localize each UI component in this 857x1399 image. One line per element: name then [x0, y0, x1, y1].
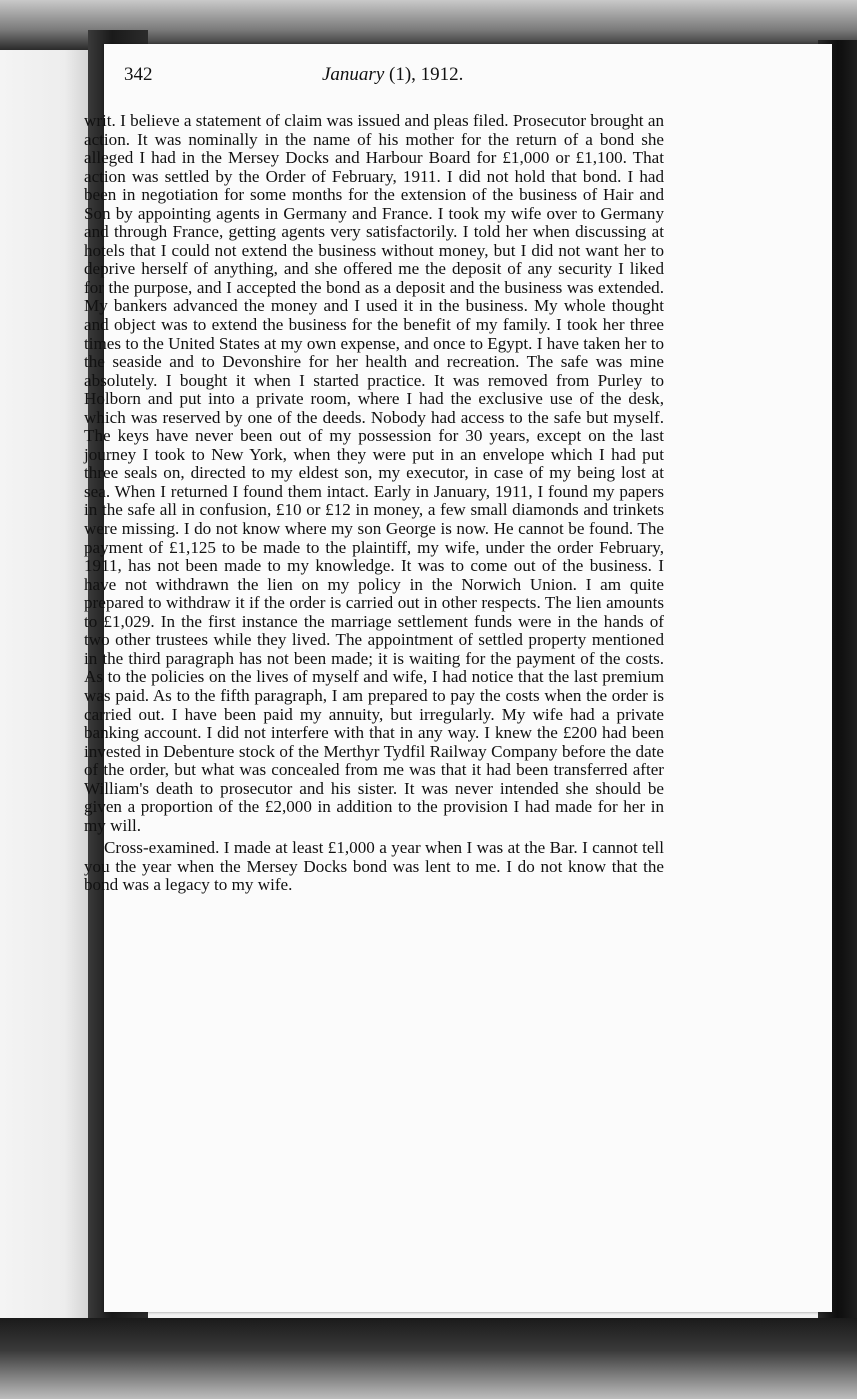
body-text	[84, 112, 664, 895]
scan-left-margin	[0, 0, 92, 1399]
running-title-rest: (1), 1912.	[384, 64, 464, 85]
scan-bottom-margin	[0, 1318, 857, 1399]
page-header	[124, 64, 664, 94]
page-number: 342	[124, 64, 153, 85]
paragraph-cross-examined: Cross-examined. I made at least £1,000 a year when I was at the Bar. I cannot tell you the year when the Mersey Docks bond was lent to me. I do not know that the bond was a legacy to my wife.	[84, 838, 664, 895]
running-title	[322, 64, 463, 86]
running-title-month: January	[322, 64, 385, 85]
paragraph-testimony: writ. I believe a statement of claim was issued and pleas filed. Prosecutor brought an action. It was nominally in the name of his mother for the return of a bond she alleged I had in the Mersey Docks and Harbour Board for £1,000 or £1,100. That action was settled by the Order of February, 1911. I did not hold that bond. I had been in negotiation for some months for the extension of the business of Hair and Son by appointing agents in Germany and France. I took my wife over to Germany and through France, getting agents very satisfactorily. I told her when discussing at hotels that I could not extend the business without money, but I did not want her to deprive herself of anything, and she offered me the deposit of any security I liked for the purpose, and I accepted the bond as a deposit and the business was extended. My bankers advanced the money and I used it in the business. My whole thought and object was to extend the business for the benefit of my family. I took her three times to the United States at my own expense, and once to Egypt. I have taken her to the seaside and to Devonshire for her health and recreation. The safe was mine absolutely. I bought it when I started practice. It was removed from Purley to Holborn and put into a private room, where I had the exclusive use of the desk, which was reserved by one of the deeds. Nobody had access to the safe but myself. The keys have never been out of my possession for 30 years, except on the last journey I took to New York, when they were put in an envelope which I had put three seals on, directed to my eldest son, my executor, in case of my being lost at sea. When I returned I found them intact. Early in January, 1911, I found my papers in the safe all in confusion, £10 or £12 in money, a few small diamonds and trinkets were missing. I do not know where my son George is now. He cannot be found. The payment of £1,125 to be made to the plaintiff, my wife, under the order February, 1911, has not been made to my knowledge. It was to come out of the business. I have not withdrawn the lien on my policy in the Norwich Union. I am quite prepared to withdraw it if the order is carried out in other respects. The lien amounts to £1,029. In the first instance the marriage settlement funds were in the hands of two other trustees while they lived. The appointment of settled property mentioned in the third paragraph has not been made; it is waiting for the payment of the costs. As to the policies on the lives of myself and wife, I had notice that the last premium was paid. As to the fifth paragraph, I am prepared to pay the costs when the order is carried out. I have been paid my annuity, but irregularly. My wife had a private banking account. I did not interfere with that in any way. I knew the £200 had been invested in Debenture stock of the Merthyr Tydfil Railway Company before the date of the order, but what was concealed from me was that it had been transferred after William's death to prosecutor and his sister. It was never intended she should be given a proportion of the £2,000 in addition to the provision I had made for her in my will.	[84, 111, 664, 835]
